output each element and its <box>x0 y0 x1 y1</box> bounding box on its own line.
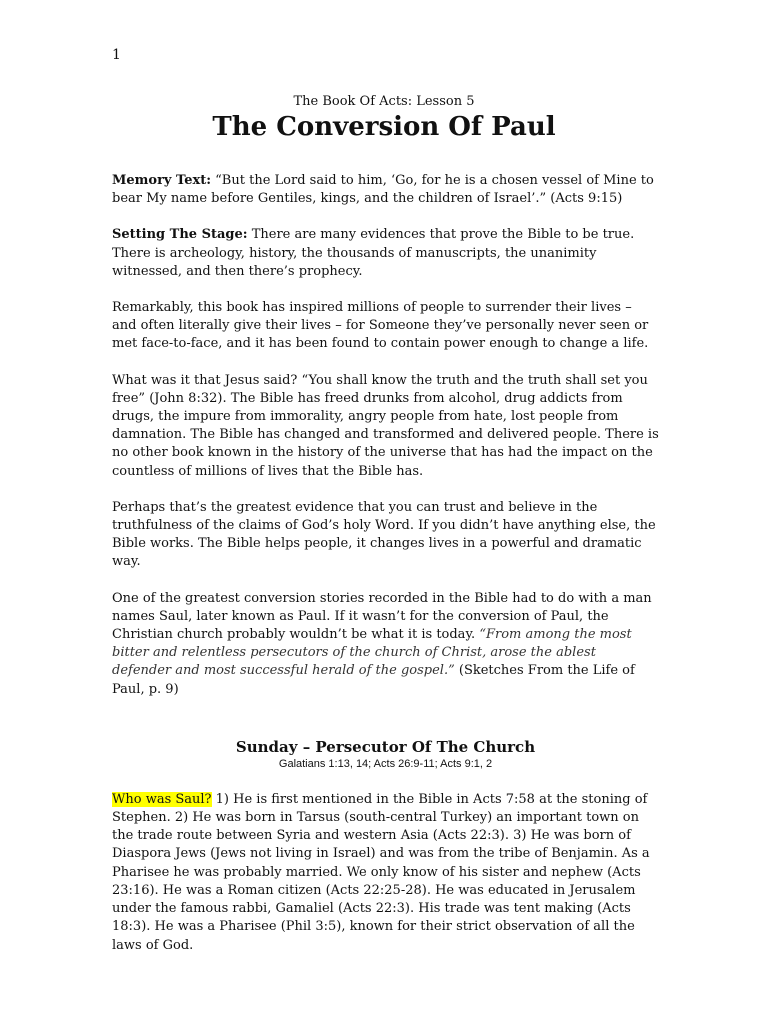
page-title: The Conversion Of Paul <box>212 112 556 142</box>
body-paragraph: Perhaps that’s the greatest evidence that you can trust and believe in the truthfulness of the claims of God’s holy Word. If you didn’t have anything else, the Bible works. The Bible helps people, it changes lives in a powerful and dramatic way. <box>112 499 656 570</box>
conversion-paragraph <box>112 590 659 699</box>
setting-stage-label: Setting The Stage: <box>112 227 248 243</box>
setting-stage-content: There are many evidences that prove the Bible to be true. There is archeology, history, the thousands of manuscripts, the unanimity witnessed, and then there’s prophecy. <box>112 227 635 279</box>
saul-paragraph <box>112 791 659 955</box>
page-number: 1 <box>112 47 121 63</box>
setting-stage-paragraph <box>112 226 659 281</box>
section-heading: Sunday – Persecutor Of The Church <box>235 737 536 756</box>
conversion-text: One of the greatest conversion stories recorded in the Bible had to do with a man names Saul, later known as Paul. If it wasn’t for the conversion of Paul, the Christian church probably wouldn’t be what it is today. <box>112 590 652 643</box>
memory-text-content: “But the Lord said to him, ‘Go, for he is a chosen vessel of Mine to bear My name before Gentiles, kings, and the children of Israel’.” (Acts 9:15) <box>112 173 654 207</box>
memory-text-label: Memory Text: <box>112 173 212 188</box>
memory-text-paragraph <box>112 172 659 208</box>
body-paragraph: Remarkably, this book has inspired millions of people to surrender their lives – and often literally give their lives – for Someone they’ve personally never seen or met face-to-face, and it has been found to contain power enough to change a life. <box>112 300 649 352</box>
document-body <box>112 172 659 973</box>
conversion-citation: (Sketches From the Life of Paul, p. 9) <box>112 663 635 697</box>
body-paragraph: What was it that Jesus said? “You shall know the truth and the truth shall set you free” (John 8:32). The Bible has freed drunks from alcohol, drug addicts from drugs, the impure from immorality, angry people from hate, lost people from damnation. The Bible has changed and transformed and delivered people. There is no other book known in the history of the universe that has had the impact on the countless of millions of lives that the Bible has. <box>112 372 659 479</box>
lesson-subtitle: The Book Of Acts: Lesson 5 <box>293 94 475 109</box>
saul-content: 1) He is first mentioned in the Bible in Acts 7:58 at the stoning of Stephen. 2) He was born in Tarsus (south-central Turkey) an important town on the trade route between Syria and western Asia (Acts 22:3). 3) He was born of Diaspora Jews (Jews not living in Israel) and was from the tribe of Benjamin. As a Pharisee he was probably married. We only know of his sister and nephew (Acts 23:16). He was a Roman citizen (Acts 22:25-28). He was educated in Jerusalem under the famous rabbi, Gamaliel (Acts 22:3). His trade was tent making (Acts 18:3). He was a Pharisee (Phil 3:5), known for their strict observation of all the laws of God. <box>112 791 650 953</box>
highlighted-question: Who was Saul? <box>112 791 212 807</box>
section-references: Galatians 1:13, 14; Acts 26:9-11; Acts 9:1, 2 <box>278 757 493 770</box>
conversion-quote: “From among the most bitter and relentless persecutors of the church of Christ, arose the ablest defender and most successful herald of the gospel.” <box>112 627 632 679</box>
